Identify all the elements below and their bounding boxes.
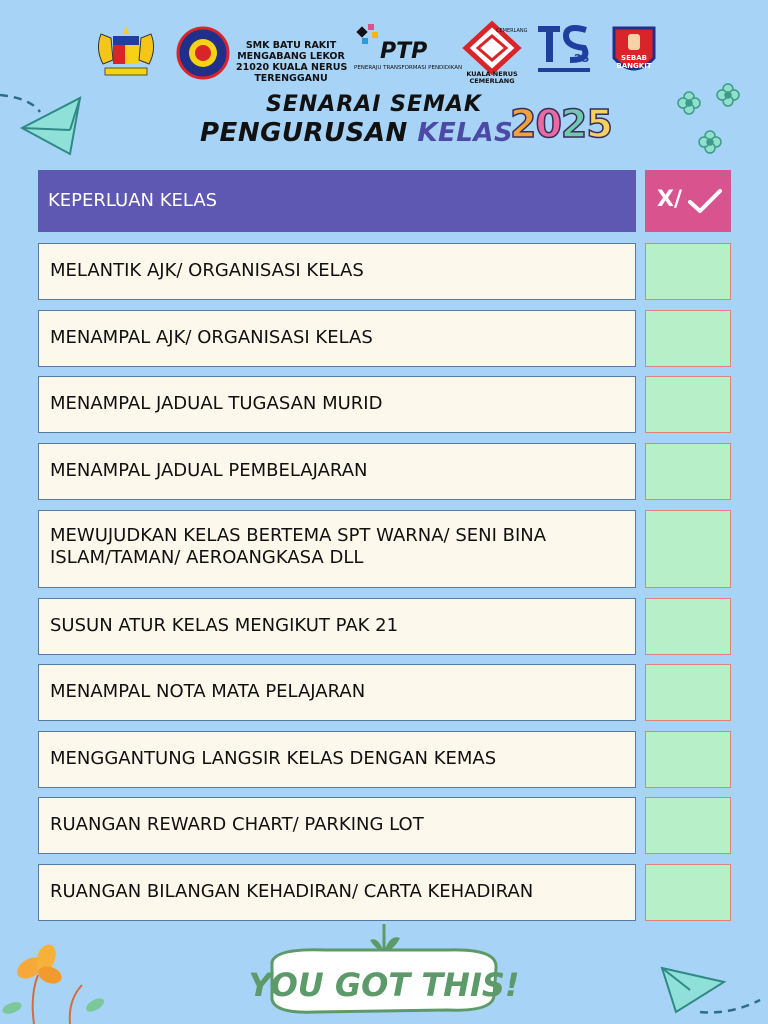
- table-header: [38, 170, 636, 232]
- ts25-logo: [534, 20, 594, 80]
- row-label: MENAMPAL JADUAL TUGASAN MURID: [50, 393, 383, 414]
- check-box[interactable]: [645, 310, 731, 367]
- table-row: [38, 376, 636, 433]
- sebab-bangkit-logo: [608, 24, 660, 80]
- school-line-3: 21020 KUALA NERUS: [236, 62, 348, 73]
- school-line-4: TERENGGANU: [254, 73, 328, 84]
- school-line-2: MENGABANG LEKOR: [237, 51, 345, 62]
- kn-caption-2: CEMERLANG: [469, 77, 515, 85]
- year-digit-2: 0: [535, 102, 561, 146]
- check-box[interactable]: [645, 443, 731, 500]
- year-digit-4: 5: [586, 102, 612, 146]
- check-box[interactable]: [645, 376, 731, 433]
- check-box[interactable]: [645, 731, 731, 788]
- header-label: KEPERLUAN KELAS: [48, 190, 218, 211]
- row-label: RUANGAN REWARD CHART/ PARKING LOT: [50, 814, 424, 835]
- coat-of-arms-logo: [95, 24, 157, 80]
- title-main: PENGURUSAN: [200, 118, 408, 148]
- row-label: RUANGAN BILANGAN KEHADIRAN/ CARTA KEHADIRAN: [50, 881, 534, 902]
- row-label: MEWUJUDKAN KELAS BERTEMA SPT WARNA/ SENI BINA ISLAM/TAMAN/ AEROANGKASA DLL: [50, 525, 547, 568]
- cheer-leaf-icon: [370, 924, 400, 952]
- ptp-logo: [352, 22, 463, 76]
- school-line-1: SMK BATU RAKIT: [245, 40, 337, 51]
- row-label: MENAMPAL AJK/ ORGANISASI KELAS: [50, 327, 373, 348]
- table-row: [38, 243, 636, 300]
- kn-caption-1: KUALA NERUS: [466, 70, 518, 78]
- cheer-text: YOU GOT THIS!: [248, 966, 520, 1004]
- title-accent: KELAS: [417, 118, 514, 148]
- table-row: [38, 797, 636, 854]
- table-row: [38, 443, 636, 500]
- year-digit-3: 2: [560, 102, 587, 146]
- check-box[interactable]: [645, 664, 731, 721]
- ptp-caption: PENERAJU TRANSFORMASI PENDIDIKAN: [354, 65, 463, 71]
- check-box[interactable]: [645, 797, 731, 854]
- title-line-2: [200, 118, 513, 148]
- year-badge: [510, 102, 612, 146]
- check-box[interactable]: [645, 864, 731, 921]
- sebab-text: SEBAB: [621, 54, 647, 62]
- school-crest-logo: [176, 26, 230, 80]
- title-line-1: SENARAI SEMAK: [266, 92, 482, 117]
- check-box[interactable]: [645, 510, 731, 588]
- table-row: [38, 598, 636, 655]
- paper-plane-bottom-icon: [662, 968, 760, 1013]
- table-row: [38, 310, 636, 367]
- header-check-cell: [645, 170, 731, 232]
- ptp-text: PTP: [380, 39, 428, 64]
- check-box[interactable]: [645, 598, 731, 655]
- orange-flower-icon: [1, 942, 106, 1024]
- logo-bar: [0, 18, 768, 88]
- kn-top-text: CEMERLANG: [496, 28, 528, 34]
- table-row: [38, 664, 636, 721]
- row-label: SUSUN ATUR KELAS MENGIKUT PAK 21: [50, 615, 399, 636]
- row-label: MENAMPAL JADUAL PEMBELAJARAN: [50, 460, 368, 481]
- school-address: [236, 40, 346, 84]
- check-box[interactable]: [645, 243, 731, 300]
- table-row: [38, 864, 636, 921]
- you-got-this-badge: [248, 922, 520, 1018]
- bangkit-text: BANGKIT: [616, 62, 652, 70]
- ts25-number: 25: [574, 52, 590, 65]
- kuala-nerus-logo: [462, 22, 528, 85]
- table-row: [38, 731, 636, 788]
- row-label: MELANTIK AJK/ ORGANISASI KELAS: [50, 260, 364, 281]
- table-row: [38, 510, 636, 588]
- row-label: MENAMPAL NOTA MATA PELAJARAN: [50, 681, 366, 702]
- row-label: MENGGANTUNG LANGSIR KELAS DENGAN KEMAS: [50, 748, 497, 769]
- year-digit-1: 2: [510, 102, 536, 146]
- header-check-text: X/: [657, 187, 682, 212]
- checkmark-icon: [687, 188, 723, 214]
